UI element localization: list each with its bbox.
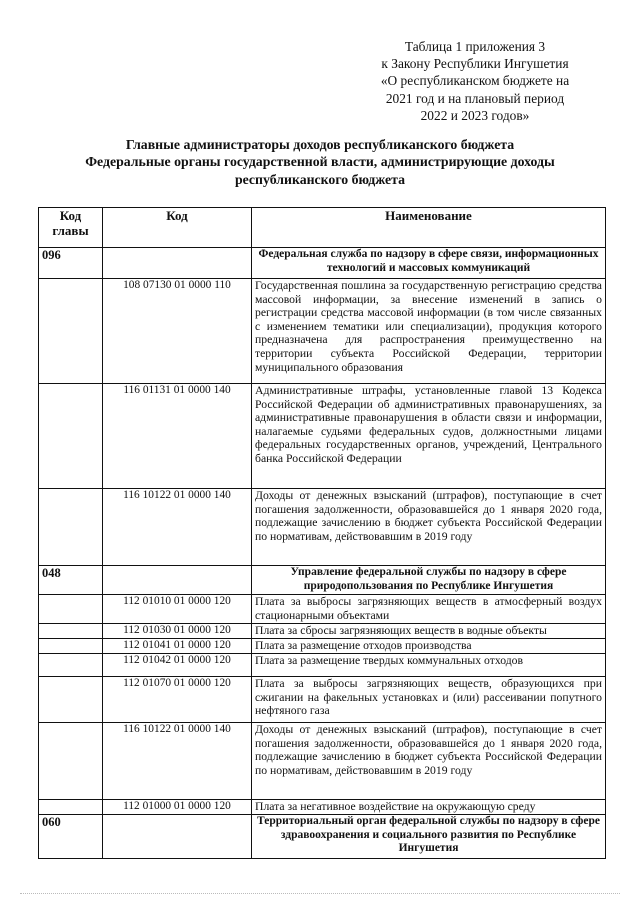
revenue-name: Доходы от денежных взысканий (штрафов), поступающие в счет погашения задолженности, образовавшейся до 1 января 2020 года, подлежащие зачислению в бюджет субъекта Российской Федерации по нормативам, действовавшим в 2019 году <box>252 489 606 566</box>
header-chapter-code: Код главы <box>39 208 103 248</box>
table-row <box>39 639 606 654</box>
chapter-code: 060 <box>39 815 103 859</box>
revenue-name: Плата за выбросы загрязняющих веществ, образующихся при сжигании на факельных установках и (или) рассеивании попутного нефтяного газа <box>252 677 606 723</box>
kbk-code: 112 01000 01 0000 120 <box>103 800 252 815</box>
empty-cell <box>39 723 103 800</box>
empty-cell <box>103 248 252 279</box>
appendix-header <box>355 38 595 124</box>
table-row <box>39 800 606 815</box>
empty-cell <box>103 815 252 859</box>
table-row <box>39 489 606 566</box>
empty-cell <box>39 489 103 566</box>
kbk-code: 112 01041 01 0000 120 <box>103 639 252 654</box>
agency-name: Федеральная служба по надзору в сфере связи, информационных технологий и массовых коммуникаций <box>252 248 606 279</box>
kbk-code: 112 01042 01 0000 120 <box>103 654 252 677</box>
revenue-name: Плата за сбросы загрязняющих веществ в водные объекты <box>252 624 606 639</box>
appendix-header-line: Таблица 1 приложения 3 <box>404 39 546 54</box>
table-row <box>39 723 606 800</box>
revenue-name: Плата за негативное воздействие на окружающую среду <box>252 800 606 815</box>
revenue-name: Плата за размещение твердых коммунальных отходов <box>252 654 606 677</box>
empty-cell <box>39 279 103 384</box>
kbk-code: 112 01030 01 0000 120 <box>103 624 252 639</box>
agency-name: Территориальный орган федеральной службы по надзору в сфере здравоохранения и социального развития по Республике Ингушетия <box>252 815 606 859</box>
revenue-name: Административные штрафы, установленные главой 13 Кодекса Российской Федерации об административных правонарушениях, за административные правонарушения в области связи и информации, налагаемые судьями федеральных судов, должностными лицами федеральных государственных органов, учреждений, Центрального банка Российской Федерации <box>252 384 606 489</box>
appendix-header-line: 2021 год и на плановый период <box>385 90 565 106</box>
empty-cell <box>103 566 252 595</box>
table-row <box>39 384 606 489</box>
agency-row <box>39 815 606 859</box>
page-bottom-scan-edge <box>20 893 620 894</box>
empty-cell <box>39 800 103 815</box>
revenue-name: Государственная пошлина за государственную регистрацию средства массовой информации, за внесение изменений в запись о регистрации средства массовой информации (в том числе связанных с изменением тематики или специализации), продукция которого предназначена для распространения преимущественно на территории субъекта Российской Федерации, территории муниципального образования <box>252 279 606 384</box>
title-line: Главные администраторы доходов республиканского бюджета <box>125 137 515 152</box>
table-row <box>39 677 606 723</box>
empty-cell <box>39 639 103 654</box>
document-title <box>40 136 600 188</box>
revenue-name: Плата за размещение отходов производства <box>252 639 606 654</box>
table-row <box>39 279 606 384</box>
agency-row <box>39 248 606 279</box>
table-row <box>39 624 606 639</box>
kbk-code: 116 01131 01 0000 140 <box>103 384 252 489</box>
empty-cell <box>39 624 103 639</box>
agency-name: Управление федеральной службы по надзору в сфере природопользования по Республике Ингушетия <box>252 566 606 595</box>
kbk-code: 116 10122 01 0000 140 <box>103 723 252 800</box>
title-line: республиканского бюджета <box>234 171 406 187</box>
kbk-code: 112 01070 01 0000 120 <box>103 677 252 723</box>
header-code: Код <box>103 208 252 248</box>
kbk-code: 108 07130 01 0000 110 <box>103 279 252 384</box>
appendix-header-line: «О республиканском бюджете на <box>380 73 570 89</box>
kbk-code: 116 10122 01 0000 140 <box>103 489 252 566</box>
title-line: Федеральные органы государственной власти, администрирующие доходы <box>85 154 555 170</box>
empty-cell <box>39 384 103 489</box>
agency-row <box>39 566 606 595</box>
table-row <box>39 595 606 624</box>
revenue-administrators-table <box>38 207 606 859</box>
empty-cell <box>39 654 103 677</box>
header-name: Наименование <box>252 208 606 248</box>
revenue-name: Плата за выбросы загрязняющих веществ в атмосферный воздух стационарными объектами <box>252 595 606 624</box>
table-row <box>39 654 606 677</box>
appendix-header-line: к Закону Республики Ингушетия <box>381 56 569 72</box>
appendix-header-line: 2022 и 2023 годов» <box>420 107 530 123</box>
empty-cell <box>39 595 103 624</box>
kbk-code: 112 01010 01 0000 120 <box>103 595 252 624</box>
chapter-code: 048 <box>39 566 103 595</box>
table-header-row <box>39 208 606 248</box>
empty-cell <box>39 677 103 723</box>
revenue-name: Доходы от денежных взысканий (штрафов), поступающие в счет погашения задолженности, образовавшейся до 1 января 2020 года, подлежащие зачислению в бюджет субъекта Российской Федерации по нормативам, действовавшим в 2019 году <box>252 723 606 800</box>
chapter-code: 096 <box>39 248 103 279</box>
